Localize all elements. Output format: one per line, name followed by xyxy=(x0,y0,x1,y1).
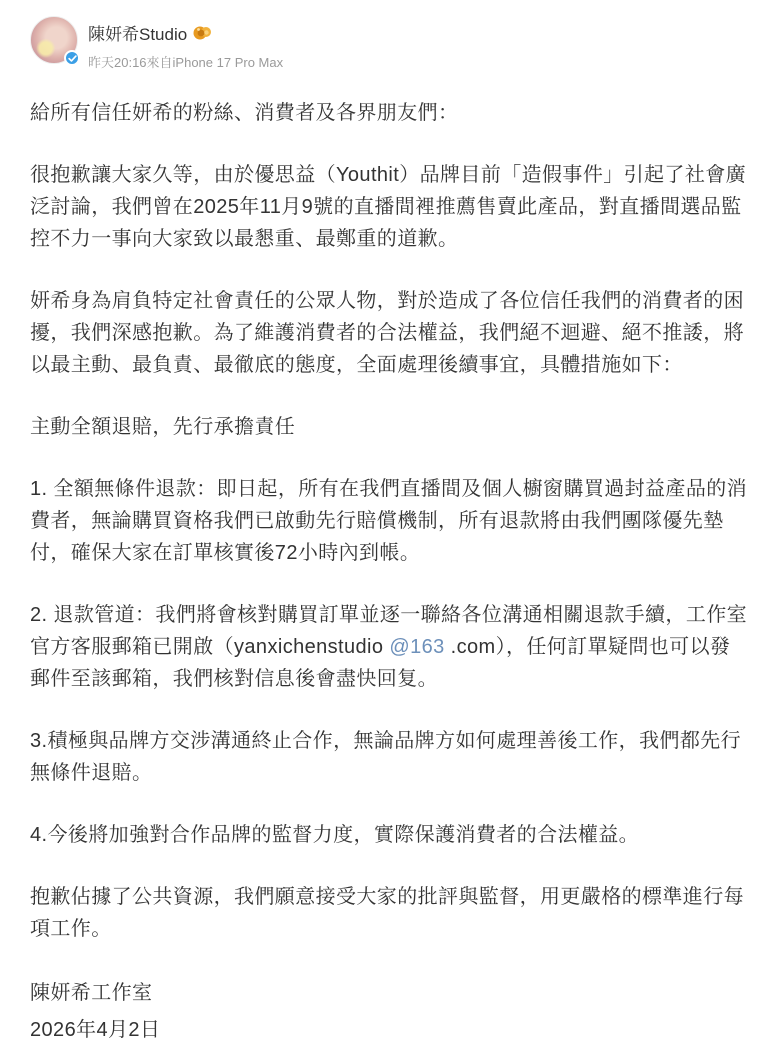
post-paragraph-responsibility: 妍希身為肩負特定社會責任的公眾人物，對於造成了各位信任我們的消費者的困擾，我們深感抱歉。為了維護消費者的合法權益，我們絕不迴避、絕不推諉，將以最主動、最負責、最徹底的態度，全面處理後續事宜，具體措施如下： xyxy=(30,290,744,376)
gold-v-badge-icon xyxy=(193,24,213,42)
verified-check-icon xyxy=(64,50,80,66)
username[interactable]: 陳妍希Studio xyxy=(88,25,188,44)
refund-channel-text-before: 2. 退款管道：我們將會核對購買訂單並逐一聯絡各位溝通相關退款手續，工作室官方客服郵箱已開啟（yanxichenstudio xyxy=(30,604,748,658)
signature-studio-name: 陳妍希工作室 xyxy=(30,982,153,1004)
header-text xyxy=(88,16,283,71)
signature-date: 2026年4月2日 xyxy=(30,1019,161,1041)
signature-block xyxy=(30,975,749,1049)
post-timestamp: 昨天20:16來自iPhone 17 Pro Max xyxy=(88,55,284,70)
post-paragraph-apology: 很抱歉讓大家久等，由於優思益（Youthit）品牌目前「造假事件」引起了社會廣泛討論，我們曾在2025年11月9號的直播間裡推薦售賣此產品，對直播間選品監控不力一事向大家致以最懇重、最鄭重的道歉。 xyxy=(30,164,747,250)
avatar[interactable] xyxy=(30,16,78,64)
post-paragraph-refund-item2 xyxy=(30,599,749,695)
post-paragraph-item4: 4.今後將加強對合作品牌的監督力度，實際保護消費者的合法權益。 xyxy=(30,824,640,846)
post-paragraph-closing: 抱歉佔據了公共資源，我們願意接受大家的批評與監督，用更嚴格的標準進行每項工作。 xyxy=(30,886,744,940)
post-paragraph-measures-heading: 主動全額退賠，先行承擔責任 xyxy=(30,416,296,438)
post-header xyxy=(30,0,749,71)
post-paragraph-item3: 3.積極與品牌方交涉溝通終止合作，無論品牌方如何處理善後工作，我們都先行無條件退賠。 xyxy=(30,730,742,784)
post-paragraph-salutation: 給所有信任妍希的粉絲、消費者及各界朋友們： xyxy=(30,102,459,124)
email-163-link[interactable]: @163 xyxy=(389,636,445,658)
post-paragraph-refund-item1: 1. 全額無條件退款：即日起，所有在我們直播間及個人櫥窗購買過封益產品的消費者，無論購買資格我們已啟動先行賠償機制，所有退款將由我們團隊優先墊付，確保大家在訂單核實後72小時內到帳。 xyxy=(30,478,748,564)
post-body xyxy=(30,71,749,1049)
refund-channel-text-after: .com），任何訂單疑問也可以發郵件至該郵箱，我們核對信息後會盡快回复。 xyxy=(30,636,731,690)
